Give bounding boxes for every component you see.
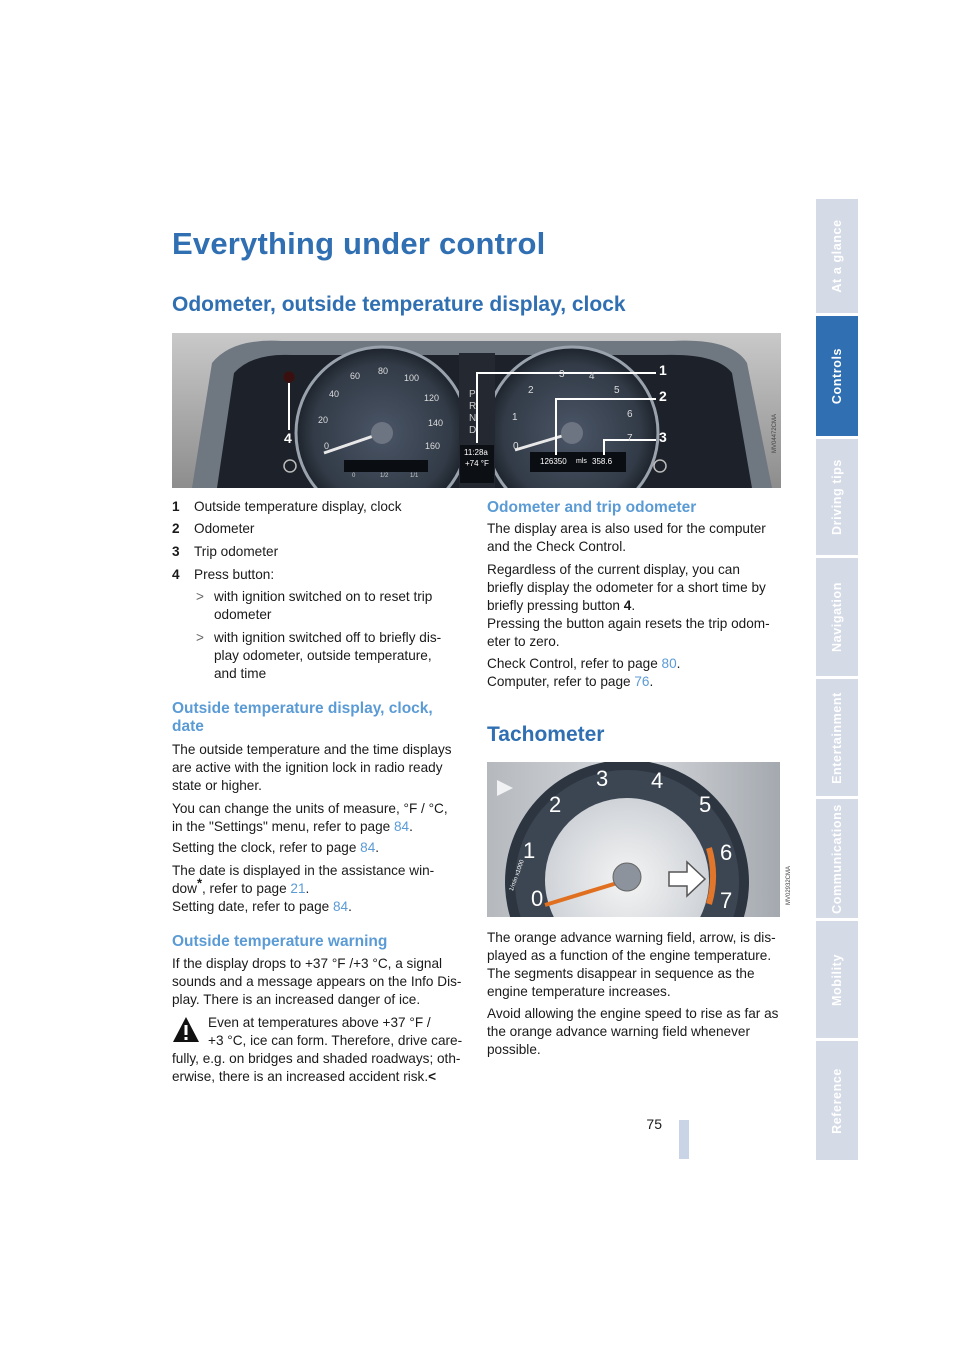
caution-line: Even at temperatures above +37 °F / xyxy=(208,1015,431,1030)
page-link[interactable]: 80 xyxy=(661,656,677,671)
tab-communications[interactable] xyxy=(816,799,858,918)
heading-temp-warning: Outside temperature warning xyxy=(172,933,388,950)
gear-n: N xyxy=(469,413,477,424)
paragraph: The outside temperature and the time displays are active with the ignition lock in radio ready state or higher. xyxy=(172,742,452,793)
tacho-tick: 3 xyxy=(596,766,609,791)
section-title: Odometer, outside temperature display, clock xyxy=(172,293,626,316)
page-link[interactable]: 76 xyxy=(634,674,650,689)
legend-text: Outside temperature display, clock xyxy=(194,499,402,514)
fuel-mark: 1/2 xyxy=(380,473,389,479)
tab-mobility[interactable] xyxy=(816,921,858,1038)
speed-tick: 140 xyxy=(428,418,444,428)
tab-controls[interactable] xyxy=(816,316,858,436)
rpm-tick: 1 xyxy=(512,412,518,423)
speed-tick: 80 xyxy=(378,366,389,376)
heading-temp-clock: Outside temperature display, clock, date xyxy=(172,700,433,735)
tacho-tick: 1 xyxy=(523,838,536,863)
tacho-tick: 6 xyxy=(720,840,733,865)
paragraph: The orange advance warning field, arrow, is dis- played as a function of the engine temperature. The segments disappear in sequence as the engine temperature increases. xyxy=(487,930,776,999)
paragraph: The date is displayed in the assistance win- dow*, refer to page 21. Setting date, refer to page 84. xyxy=(172,863,435,914)
tab-reference[interactable] xyxy=(816,1041,858,1160)
legend-num: 4 xyxy=(172,567,180,582)
page-bar xyxy=(679,1120,689,1159)
page-link[interactable]: 21 xyxy=(290,881,306,896)
caution-line: +3 °C, ice can form. Therefore, drive care- xyxy=(208,1033,463,1048)
button-ref: 4 xyxy=(623,598,632,613)
tacho-tick: 2 xyxy=(549,792,562,817)
tab-label: Entertainment xyxy=(830,691,844,784)
caution-line: fully, e.g. on bridges and shaded roadways; oth- xyxy=(172,1051,461,1066)
callout-4: 4 xyxy=(284,430,292,446)
rpm-tick: 4 xyxy=(589,371,595,382)
paragraph: You can change the units of measure, °F / °C, in the "Settings" menu, refer to page 84. xyxy=(172,801,448,834)
tab-driving-tips[interactable] xyxy=(816,439,858,555)
tab-label: Reference xyxy=(830,1067,844,1134)
speed-tick: 0 xyxy=(324,441,330,451)
figure-code: MV02932CMA xyxy=(786,865,792,905)
rpm-tick: 0 xyxy=(513,441,519,452)
caution-line: erwise, there is an increased accident risk.< xyxy=(172,1069,437,1084)
tacho-tick: 5 xyxy=(699,792,712,817)
gear-d: D xyxy=(469,425,477,436)
legend-item-2 xyxy=(172,520,254,538)
legend-item-4 xyxy=(172,566,274,584)
legend-item-1 xyxy=(172,498,402,516)
speed-tick: 120 xyxy=(424,393,440,403)
rpm-tick: 5 xyxy=(614,385,620,396)
legend-text: Press button: xyxy=(194,567,275,582)
legend-num: 1 xyxy=(172,499,180,514)
legend-item-3 xyxy=(172,543,278,561)
rpm-tick: 6 xyxy=(627,409,633,420)
legend-text: Trip odometer xyxy=(194,544,279,559)
fuel-mark: 0 xyxy=(352,473,356,479)
fuel-mark: 1/1 xyxy=(410,473,419,479)
tachometer-figure xyxy=(487,762,780,917)
tacho-unit: 1/min x1000 xyxy=(509,859,526,893)
gear-r: R xyxy=(469,401,477,412)
speed-tick: 100 xyxy=(404,373,420,383)
tab-label: Driving tips xyxy=(830,459,844,535)
tab-label: Mobility xyxy=(830,953,844,1006)
odometer-display: 126350 xyxy=(540,457,567,466)
bullet-arrow: > xyxy=(196,589,204,604)
speed-tick: 60 xyxy=(350,371,361,381)
rpm-tick: 7 xyxy=(627,433,633,444)
paragraph: The display area is also used for the computer and the Check Control. xyxy=(487,521,766,554)
page-link[interactable]: 84 xyxy=(394,819,410,834)
legend-num: 2 xyxy=(172,521,180,536)
paragraph: Setting the clock, refer to page 84. xyxy=(172,840,380,855)
page-link[interactable]: 84 xyxy=(360,840,376,855)
speed-tick: 20 xyxy=(318,415,329,425)
heading-tachometer: Tachometer xyxy=(487,723,605,746)
legend-num: 3 xyxy=(172,544,180,559)
bullet-arrow: > xyxy=(196,630,204,645)
tacho-tick: 7 xyxy=(720,888,733,913)
warning-icon xyxy=(172,1016,200,1044)
text-line: odometer xyxy=(214,607,272,622)
tacho-tick: 4 xyxy=(651,768,664,793)
figure-code: MV04472CMA xyxy=(772,413,778,453)
callout-2: 2 xyxy=(659,388,667,404)
page-number: 75 xyxy=(646,1116,662,1132)
gear-p: P xyxy=(469,389,476,400)
paragraph: Avoid allowing the engine speed to rise as far as the orange advance warning field whenever possible. xyxy=(487,1006,779,1057)
end-mark: < xyxy=(428,1069,437,1084)
text-line: play odometer, outside temperature, xyxy=(214,648,432,663)
clock-display: 11:28a xyxy=(464,448,488,457)
tab-label: Communications xyxy=(830,803,844,914)
text-line: with ignition switched off to briefly dis- xyxy=(214,630,442,645)
tab-at-a-glance[interactable] xyxy=(816,199,858,313)
text-line: and time xyxy=(214,666,267,681)
page-link[interactable]: 84 xyxy=(332,899,349,914)
speed-tick: 160 xyxy=(425,441,441,451)
callout-3: 3 xyxy=(659,429,667,445)
legend-sub-item xyxy=(196,629,484,683)
speed-tick: 40 xyxy=(329,389,340,399)
temp-display: +74 °F xyxy=(465,459,489,468)
instrument-cluster-figure xyxy=(172,333,781,488)
tab-navigation[interactable] xyxy=(816,558,858,676)
tab-label: Controls xyxy=(830,347,844,405)
trip-display: 358.6 xyxy=(592,457,613,466)
rpm-tick: 3 xyxy=(559,369,565,380)
tacho-tick: 0 xyxy=(531,886,544,911)
callout-1: 1 xyxy=(659,362,667,378)
tab-label: At a glance xyxy=(830,219,844,293)
page-title: Everything under control xyxy=(172,226,546,261)
unit-display: mls xyxy=(576,458,587,465)
rpm-tick: 2 xyxy=(528,385,534,396)
paragraph: Check Control, refer to page 80. Computer, refer to page 76. xyxy=(487,656,681,689)
legend-text: Odometer xyxy=(194,521,255,536)
paragraph: Regardless of the current display, you can briefly display the odometer for a short time by briefly pressing button 4. Pressing the button again resets the trip odom- eter to zero. xyxy=(487,562,770,649)
paragraph: If the display drops to +37 °F /+3 °C, a signal sounds and a message appears on the Info Dis- play. There is an increased danger of ice. xyxy=(172,956,462,1007)
heading-odometer: Odometer and trip odometer xyxy=(487,499,697,516)
footnote-star: * xyxy=(196,875,202,891)
tab-label: Navigation xyxy=(830,582,844,652)
text-line: with ignition switched on to reset trip xyxy=(214,589,433,604)
legend-sub-item xyxy=(196,588,484,624)
tab-entertainment[interactable] xyxy=(816,679,858,796)
